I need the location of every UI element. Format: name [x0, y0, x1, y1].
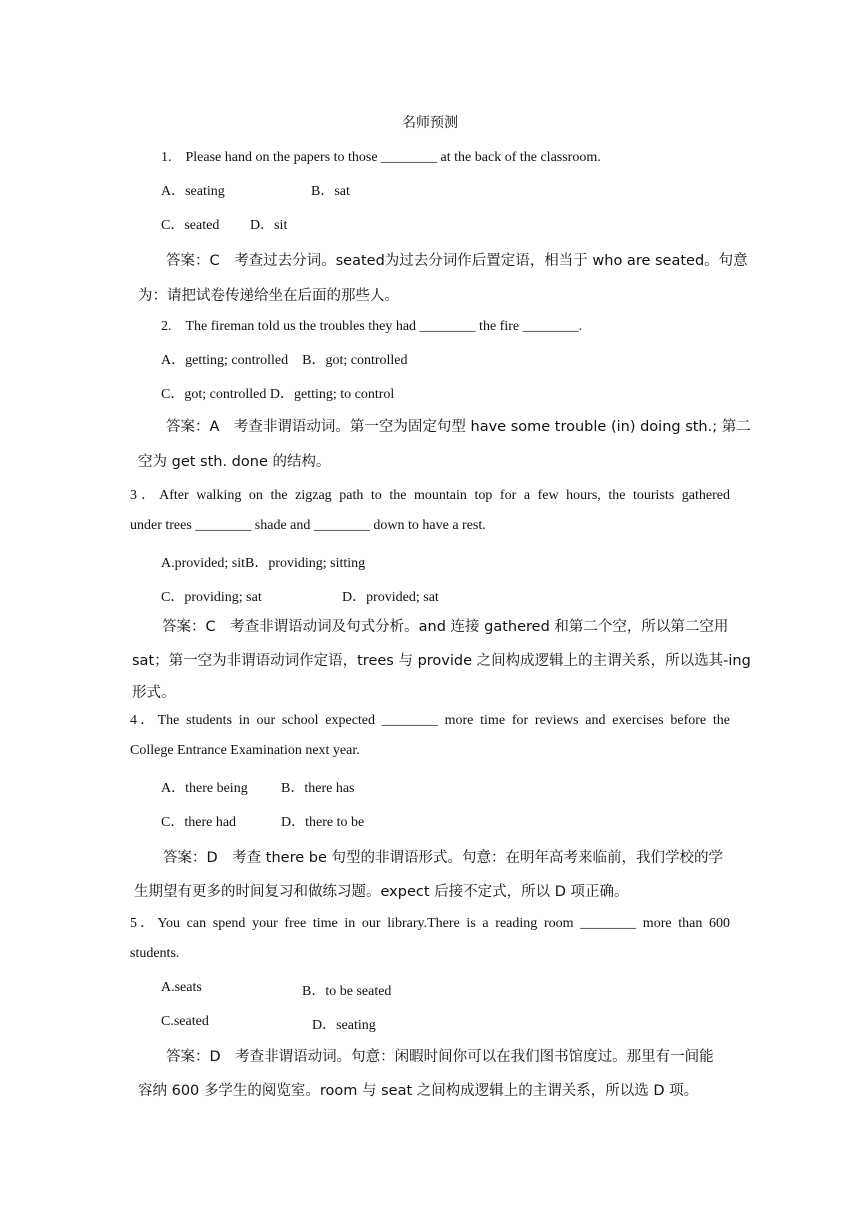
question-2-answer-line-2: 空为 get sth. done 的结构。 [138, 454, 331, 470]
question-2-options-ab: A．getting; controlled B．got; controlled [161, 353, 408, 368]
question-4-answer-line-2: 生期望有更多的时间复习和做练习题。expect 后接不定式，所以 D 项正确。 [134, 884, 629, 900]
question-3-stem-line-2: under trees ________ shade and ________ down to have a rest. [130, 518, 486, 533]
question-5-stem-line-1: 5．You can spend your free time in our library.There is a reading room ________ more than 600 [130, 916, 730, 931]
question-4-stem-line-2: College Entrance Examination next year. [130, 743, 360, 758]
question-2-options-cd: C．got; controlled D．getting; to control [161, 387, 395, 402]
question-5-answer-line-2: 容纳 600 多学生的阅览室。room 与 seat 之间构成逻辑上的主谓关系，所以选 D 项。 [138, 1083, 699, 1099]
question-1-option-b: B．sat [311, 184, 350, 199]
question-5-answer-line-1: 答案：D 考查非谓语动词。句意：闲暇时间你可以在我们图书馆度过。那里有一间能 [166, 1049, 714, 1065]
question-5-option-c: C.seated [161, 1014, 209, 1029]
question-4-option-d: D．there to be [281, 815, 365, 830]
question-5-option-d: D．seating [312, 1018, 376, 1033]
question-5-option-a: A.seats [161, 980, 202, 995]
question-3-answer-line-1: 答案：C 考查非谓语动词及句式分析。and 连接 gathered 和第二个空，所以第二空用 [162, 619, 729, 635]
question-5-stem-line-2: students. [130, 946, 180, 961]
question-1-answer-line-2: 为：请把试卷传递给坐在后面的那些人。 [138, 288, 399, 304]
question-3-option-d: D．provided; sat [342, 590, 439, 605]
question-3-stem-line-1: 3．After walking on the zigzag path to the mountain top for a few hours, the tourists gathered [130, 488, 730, 503]
question-1-stem: 1. Please hand on the papers to those ________ at the back of the classroom. [161, 150, 601, 165]
question-3-answer-line-3: 形式。 [132, 685, 176, 701]
question-1-option-d: D．sit [250, 218, 288, 233]
question-2-answer-line-1: 答案：A 考查非谓语动词。第一空为固定句型 have some trouble (in) doing sth.; 第二 [166, 419, 751, 435]
question-1-answer-line-1: 答案：C 考查过去分词。seated为过去分词作后置定语，相当于 who are seated。句意 [166, 253, 748, 269]
question-1-option-a: A．seating [161, 184, 225, 199]
page-title: 名师预测 [402, 116, 458, 131]
question-3-answer-line-2: sat；第一空为非谓语动词作定语，trees 与 provide 之间构成逻辑上的主谓关系，所以选其-ing [132, 653, 751, 669]
question-4-option-b: B．there has [281, 781, 355, 796]
question-3-options-ab: A.provided; sitB．providing; sitting [161, 556, 366, 571]
question-4-option-a: A．there being [161, 781, 248, 796]
question-2-stem: 2. The fireman told us the troubles they had ________ the fire ________. [161, 319, 583, 334]
question-1-option-c: C．seated [161, 218, 220, 233]
question-4-answer-line-1: 答案：D 考查 there be 句型的非谓语形式。句意：在明年高考来临前，我们学校的学 [163, 850, 723, 866]
question-5-option-b: B．to be seated [302, 984, 392, 999]
question-4-option-c: C．there had [161, 815, 237, 830]
question-3-option-c: C．providing; sat [161, 590, 262, 605]
question-4-stem-line-1: 4．The students in our school expected ________ more time for reviews and exercises before the [130, 713, 730, 728]
